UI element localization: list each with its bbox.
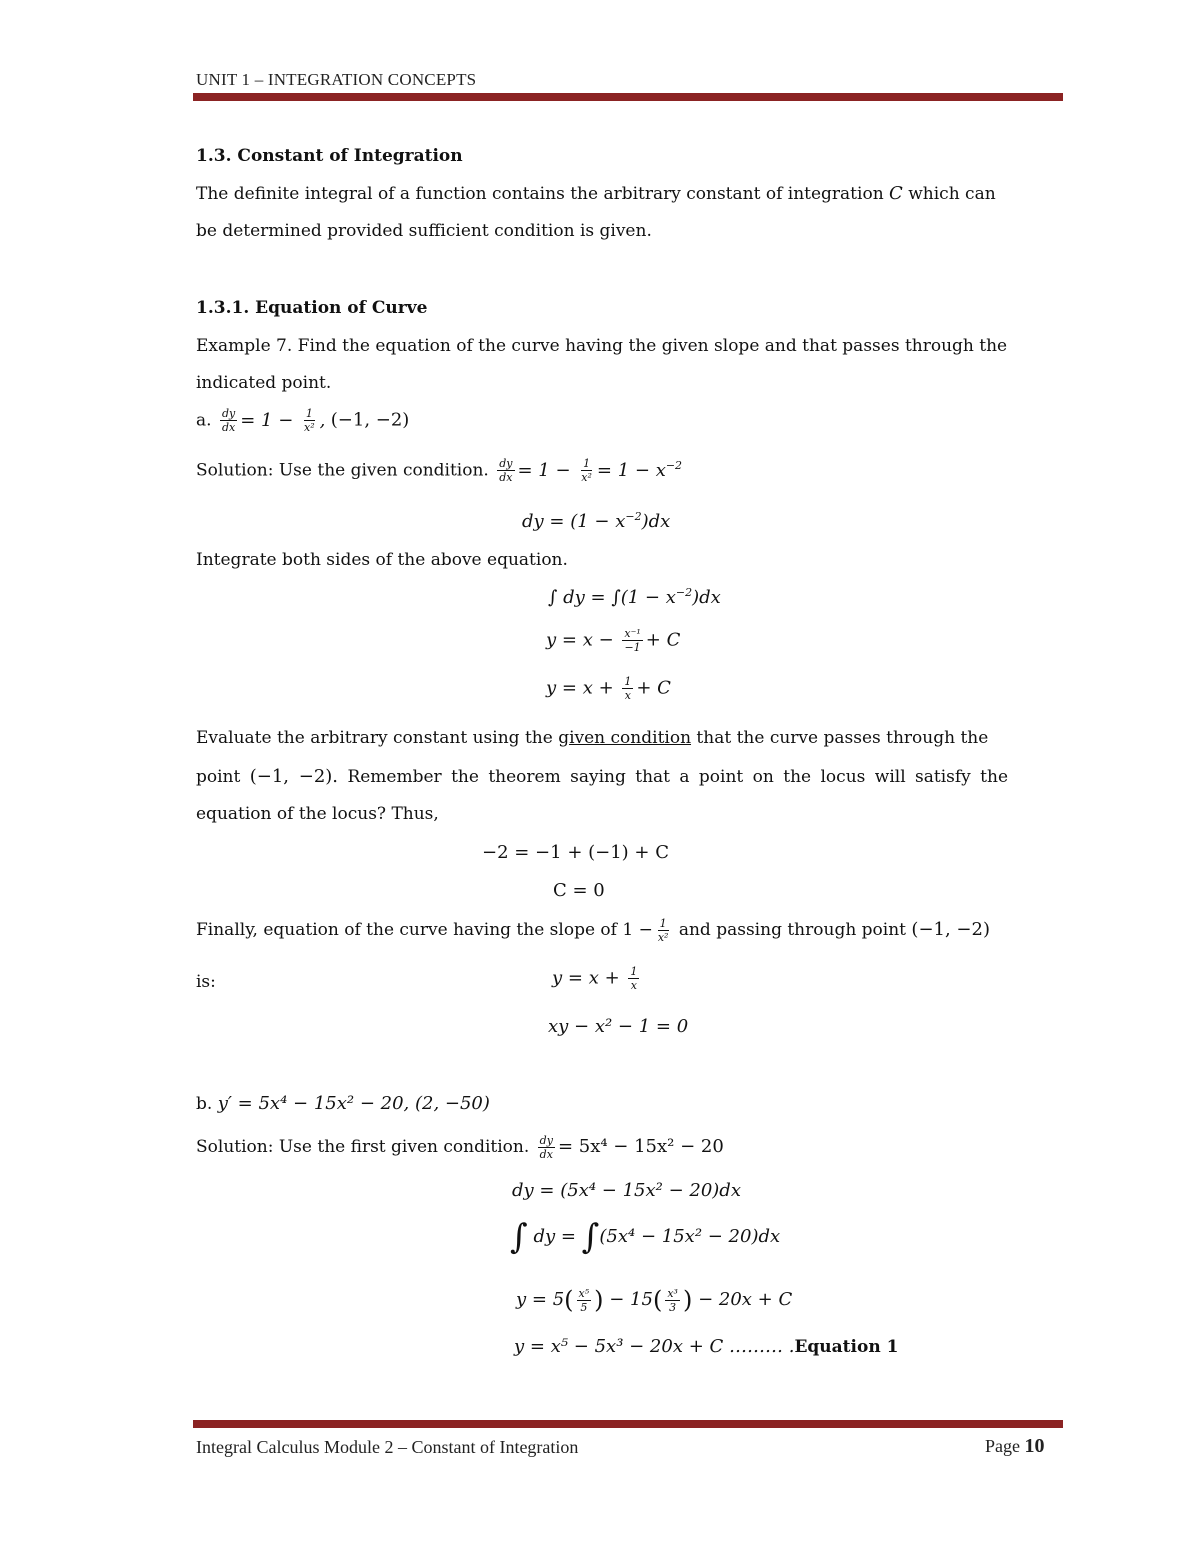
b-eq-4-label: Equation 1 [794, 1337, 899, 1357]
b-eq-2-rhs: (5x⁴ − 15x² − 20)dx [599, 1226, 781, 1247]
b-eq-4-formula: y = x⁵ − 5x³ − 20x + C ……… . [514, 1336, 795, 1357]
intro-c: C [889, 183, 903, 204]
page-number [985, 1435, 1045, 1458]
subsection-title: 1.3.1. Equation of Curve [196, 298, 428, 318]
part-b [196, 1093, 490, 1114]
intro-text-a: The definite integral of a function contains the arbitrary constant of integration [196, 184, 884, 204]
eval-text-b: that the curve passes through the [696, 728, 989, 748]
solution-b-rhs: = 5x⁴ − 15x² − 20 [557, 1136, 724, 1157]
eval-line-2 [196, 766, 1008, 787]
part-a-equation: $\frac{dy}{dx}$ = 1 − $\frac{1}{\text{x²}}$ , [221, 407, 326, 434]
solution-a [196, 458, 682, 483]
final-eq-1: y = x + $\frac{1}{x}$ [552, 965, 638, 992]
b-eq-1: dy = (5x⁴ − 15x² − 20)dx [512, 1180, 741, 1201]
integral-sign-left: ∫ [510, 1217, 528, 1257]
is-label: is: [196, 972, 216, 992]
point-coords: (−1, −2). [249, 766, 339, 787]
eval-line-1 [196, 728, 1062, 748]
page-number-value: 10 [1024, 1435, 1045, 1457]
eq-y2: y = x + $\frac{1}{x}$ + C [546, 675, 671, 702]
theorem-text: Remember the theorem saying that a point on the locus will satisfy the [347, 767, 1009, 787]
eq-integral: ∫ dy = $\int(1 - x^{-2})dx$ [548, 586, 721, 608]
finally-text-b: and passing through point [678, 920, 907, 940]
part-b-label: b. [196, 1094, 213, 1114]
point-word: point [196, 767, 241, 787]
part-a-label: a. [196, 410, 212, 431]
solution-a-text: Solution: Use the given condition. [196, 460, 489, 481]
given-condition-link: given condition [558, 728, 692, 748]
eval-text-a: Evaluate the arbitrary constant using the [196, 728, 553, 748]
finally-line: Finally, equation of the curve having the slope of 1 − $\frac{1}{\text{x²}}$ and passing through point (−1, −2) [196, 917, 990, 944]
b-eq-4 [514, 1336, 898, 1357]
part-a [196, 408, 409, 433]
solution-b: Solution: Use the first given condition. $\frac{dy}{dx}$ = 5x⁴ − 15x² − 20 [196, 1134, 724, 1161]
intro-line-2: be determined provided sufficient condition is given. [196, 221, 652, 241]
eq-y1: y = x − $\frac{\text{x⁻¹}}{-1}$ + C [546, 627, 681, 654]
solution-a-equation: $\frac{dy}{dx}$ = 1 − $\frac{1}{\text{x²}}$ = $1 - x^{-2}$ [499, 457, 683, 484]
part-a-point: (−1, −2) [330, 409, 410, 431]
b-eq-2 [510, 1217, 781, 1257]
running-header: UNIT 1 – INTEGRATION CONCEPTS [196, 70, 477, 89]
eq-constant-1: −2 = −1 + (−1) + C [482, 842, 669, 863]
finally-text-a: Finally, equation of the curve having the slope of 1 − [196, 920, 653, 940]
footer-rule [193, 1420, 1063, 1428]
intro-text-b: which can [908, 184, 996, 204]
integral-sign-right: ∫ [581, 1217, 600, 1257]
b-eq-2-lhs: dy = [533, 1226, 582, 1247]
header-rule [193, 93, 1063, 101]
locus-line: equation of the locus? Thus, [196, 804, 439, 824]
example-line-2: indicated point. [196, 373, 332, 393]
integrate-text: Integrate both sides of the above equation. [196, 550, 568, 570]
eq-dy: dy = $(1 - x^{-2})dx$ [522, 510, 671, 532]
example-line-1: Example 7. Find the equation of the curve having the given slope and that passes through the [196, 336, 1008, 356]
intro-line-1 [196, 183, 996, 204]
footer-title: Integral Calculus Module 2 – Constant of Integration [196, 1437, 579, 1457]
page-label: Page [985, 1436, 1020, 1456]
section-title: 1.3. Constant of Integration [196, 146, 463, 166]
solution-b-text: Solution: Use the first given condition. [196, 1137, 530, 1157]
final-eq-2: xy − x² − 1 = 0 [548, 1016, 689, 1037]
part-b-equation: y′ = 5x⁴ − 15x² − 20, (2, −50) [217, 1093, 490, 1114]
b-eq-3: y = 5( $\frac{\text{x⁵}}{5}$ ) − 15( $\frac{\text{x³}}{3}$ ) − 20x + C [516, 1286, 793, 1314]
finally-point: (−1, −2) [911, 919, 990, 940]
eq-constant-2: C = 0 [553, 880, 605, 901]
